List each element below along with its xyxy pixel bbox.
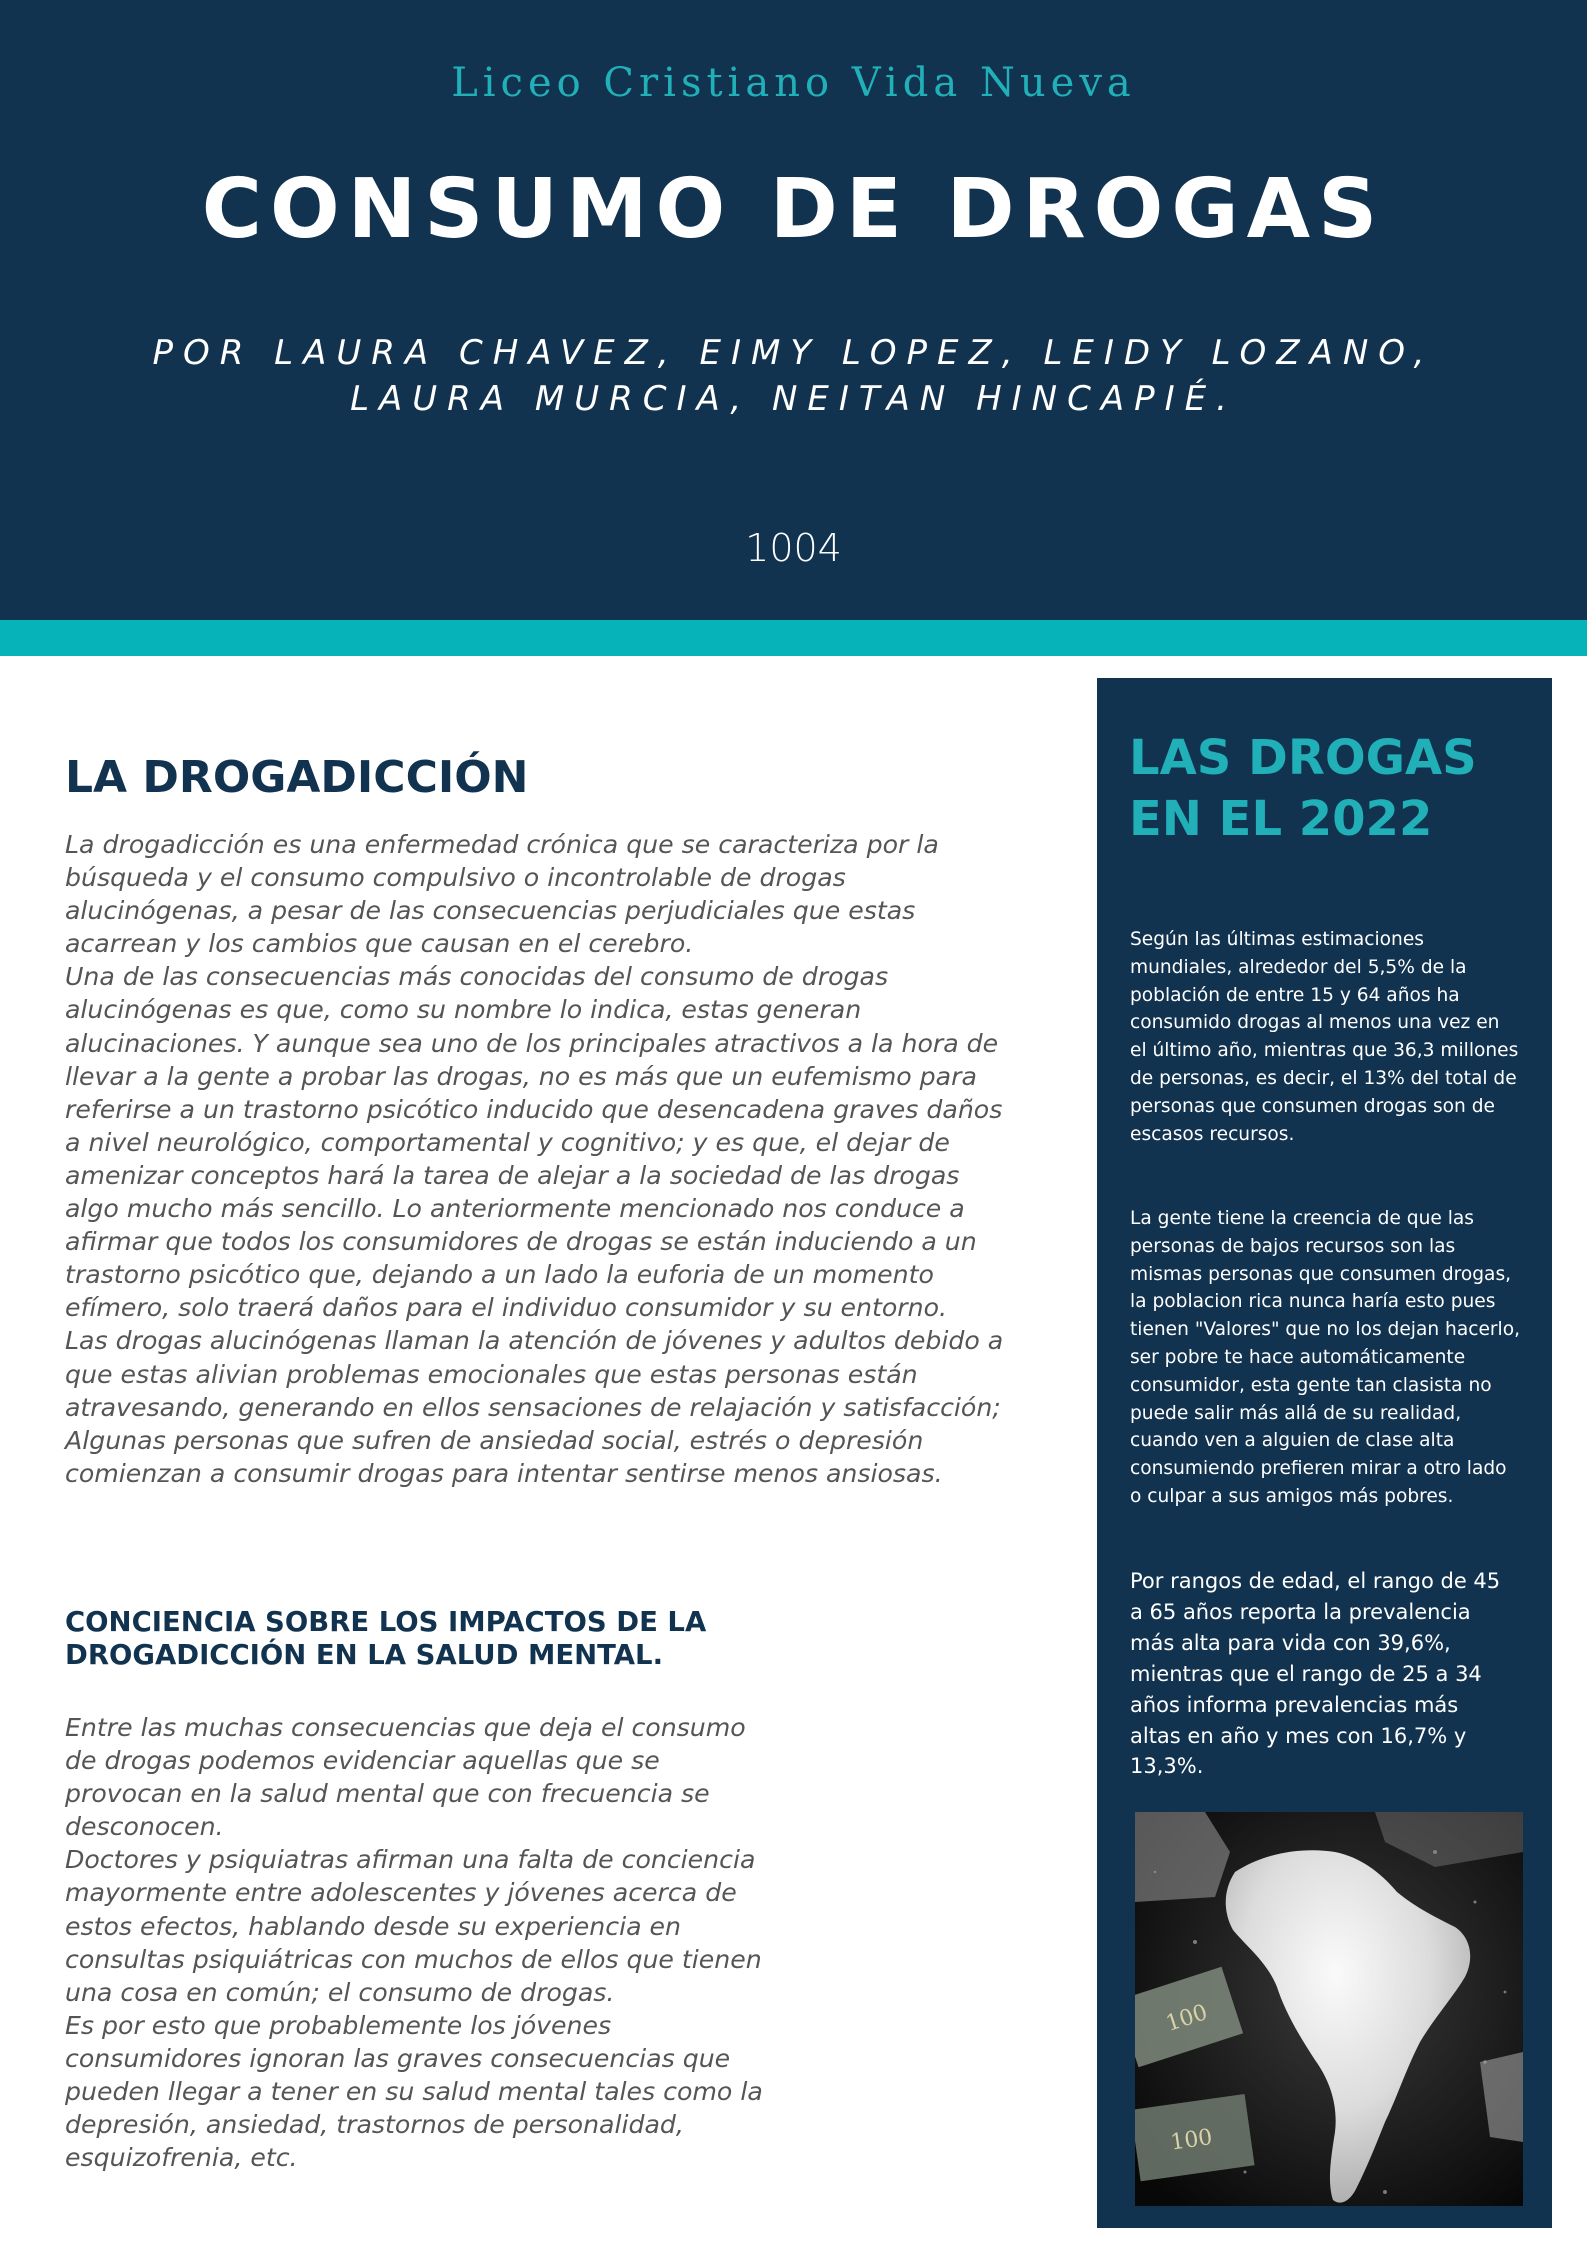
sidebar-panel — [1097, 678, 1552, 2228]
section-title-drogadiccion: LA DROGADICCIÓN — [65, 752, 529, 803]
accent-stripe — [0, 620, 1587, 656]
sidebar-paragraph-2: La gente tiene la creencia de que las personas de bajos recursos son las mismas personas que consumen drogas, la poblacion rica nunca haría esto pues tienen "Valores" que no los dejan hacerlo, ser pobre te hace automáticamente consumidor, esta gente tan clasista no puede salir más allá de su realidad, cuando ven a alguien de clase alta consumiendo prefieren mirar a otro lado o culpar a sus amigos más pobres. — [1130, 1208, 1520, 1507]
grade-label: 1004 — [745, 526, 842, 570]
sidebar-paragraph-1: Según las últimas estimaciones mundiales, alrededor del 5,5% de la población de entre 15 y 64 años ha consumido drogas al menos una vez en el último año, mientras que 36,3 millones de personas, es decir, el 13% del total de personas que consumen drogas son de escasos recursos. — [1130, 929, 1519, 1145]
south-america-drugs-image — [1135, 1812, 1523, 2206]
authors-line-2: LAURA MURCIA, NEITAN HINCAPIÉ. — [350, 379, 1237, 419]
sidebar-paragraph-3: Por rangos de edad, el rango de 45 a 65 años reporta la prevalencia más alta para vida con 39,6%, mientras que el rango de 25 a 34 años informa prevalencias más altas en año y mes con 16,7% y 13,3%. — [1130, 1569, 1501, 1779]
authors-line-1: POR LAURA CHAVEZ, EIMY LOPEZ, LEIDY LOZANO, — [152, 333, 1435, 373]
section-body-salud-mental: Entre las muchas consecuencias que deja el consumo de drogas podemos evidenciar aquellas que se provocan en la salud mental que con frecuencia se desconocen. Doctores y psiquiatras afirman una falta de conciencia mayormente entre adolescentes y jóvenes acerca de estos efectos, hablando desde su experiencia en consultas psiquiátricas con muchos de ellos que tienen una cosa en común; el consumo de drogas. Es por esto que probablemente los jóvenes consumidores ignoran las graves consecuencias que pueden llegar a tener en su salud mental tales como la depresión, ansiedad, trastornos de personalidad, esquizofrenia, etc. — [65, 1713, 763, 2173]
school-name: Liceo Cristiano Vida Nueva — [451, 60, 1136, 106]
section-title-salud-mental: CONCIENCIA SOBRE LOS IMPACTOS DE LA DROGADICCIÓN EN LA SALUD MENTAL. — [65, 1606, 707, 1671]
header-banner — [0, 0, 1587, 620]
banknote-2-value: 100 — [1168, 2125, 1215, 2156]
page-title: CONSUMO DE DROGAS — [201, 162, 1386, 257]
banknote-1-value: 100 — [1162, 2000, 1211, 2037]
section-body-drogadiccion: La drogadicción es una enfermedad crónica que se caracteriza por la búsqueda y el consumo compulsivo o incontrolable de drogas alucinógenas, a pesar de las consecuencias perjudiciales que estas acarrean y los cambios que causan en el cerebro. Una de las consecuencias más conocidas del consumo de drogas alucinógenas es que, como su nombre lo indica, estas generan alucinaciones. Y aunque sea uno de los principales atractivos a la hora de llevar a la gente a probar las drogas, no es más que un eufemismo para referirse a un trastorno psicótico inducido que desencadena graves daños a nivel neurológico, comportamental y cognitivo; y es que, el dejar de amenizar conceptos hará la tarea de alejar a la sociedad de las drogas algo mucho más sencillo. Lo anteriormente mencionado nos conduce a afirmar que todos los consumidores de drogas se están induciendo a un trastorno psicótico que, dejando a un lado la euforia de un momento efímero, solo traerá daños para el individuo consumidor y su entorno. Las drogas alucinógenas llaman la atención de jóvenes y adultos debido a que estas alivian problemas emocionales que estas personas están atravesando, generando en ellos sensaciones de relajación y satisfacción; Algunas personas que sufren de ansiedad social, estrés o depresión comienzan a consumir drogas para intentar sentirse menos ansiosas. — [65, 830, 1004, 1488]
authors — [0, 330, 1587, 422]
sidebar-title: LAS DROGAS EN EL 2022 — [1129, 730, 1477, 847]
